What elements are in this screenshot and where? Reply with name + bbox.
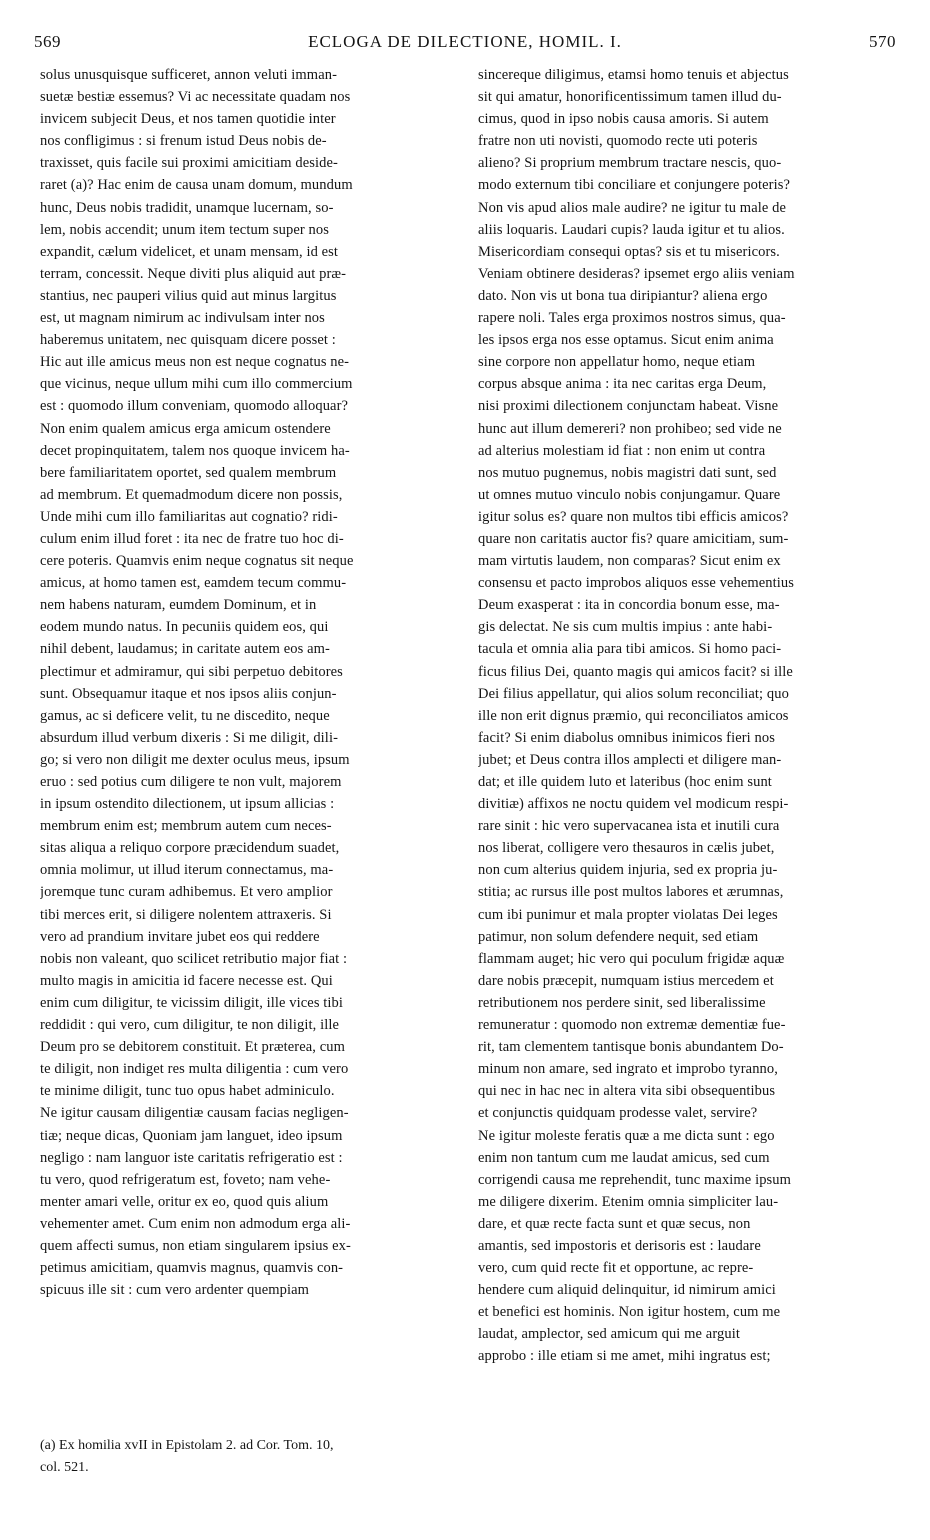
text-line: membrum enim est; membrum autem cum neces- (40, 818, 332, 835)
text-line: non cum alterius quidem injuria, sed ex propria ju- (478, 862, 778, 879)
text-line: sit qui amatur, honorificentissimum tamen illud du- (478, 89, 782, 106)
text-line: me diligere dixerim. Etenim omnia simpliciter lau- (478, 1193, 779, 1210)
text-line: ficus filius Dei, quanto magis qui amicos facit? si ille (478, 663, 793, 680)
text-line: les ipsos erga nos esse optamus. Sicut enim anima (478, 332, 774, 349)
footnote (40, 1436, 454, 1480)
text-line: vero ad prandium invitare jubet eos qui reddere (40, 928, 320, 945)
text-line: sincereque diligimus, etamsi homo tenuis et abjectus (478, 67, 789, 83)
text-line: multo magis in amicitia id facere necesse est. Qui (40, 972, 333, 989)
text-line: rit, tam clementem tantisque bonis abundantem Do- (478, 1039, 784, 1056)
text-line: divitiæ) affixos ne noctu quidem vel modicum respi- (478, 796, 789, 813)
text-line: bere familiaritatem oportet, sed qualem membrum (40, 464, 337, 481)
text-line: Non enim qualem amicus erga amicum ostendere (40, 420, 331, 437)
text-line: Non vis apud alios male audire? ne igitur tu male de (478, 199, 787, 216)
text-line: et benefici est hominis. Non igitur hostem, cum me (478, 1304, 781, 1321)
text-line: expandit, cælum videlicet, et unam mensam, id est (40, 243, 339, 260)
page-number-left: 569 (34, 32, 61, 51)
text-line: absurdum illud verbum dixeris : Si me diligit, dili- (40, 729, 338, 746)
text-line: aliis loquaris. Laudari cupis? lauda igitur et tu alios. (478, 221, 785, 238)
page-number-right: 570 (869, 32, 896, 51)
text-line: laudat, amplector, sed amicum qui me arguit (478, 1326, 740, 1343)
text-line: que vicinus, neque ullum mihi cum illo commercium (40, 376, 353, 393)
text-line: flammam auget; hic vero qui poculum frigidæ aquæ (478, 950, 785, 967)
text-line: omnia molimur, ut illud iterum connectamus, ma- (40, 862, 334, 879)
text-line: dato. Non vis ut bona tua diripiantur? aliena ergo (478, 287, 768, 304)
text-line: vehementer amet. Cum enim non admodum erga ali- (40, 1215, 351, 1232)
text-line: Deum pro se debitorem constituit. Et præterea, cum (40, 1039, 345, 1056)
text-line: sitas aliqua a reliquo corpore præcidendum suadet, (40, 840, 340, 857)
text-line: hendere cum aliquid delinquitur, id nimirum amici (478, 1282, 776, 1299)
text-line: enim non tantum cum me laudat amicus, sed cum (478, 1149, 770, 1166)
text-line: Deum exasperat : ita in concordia bonum esse, ma- (478, 597, 780, 614)
text-line: negligo : nam languor iste caritatis refrigeratio est : (40, 1149, 343, 1166)
text-line: stantius, nec pauperi vilius quid aut minus largitus (40, 287, 337, 304)
text-line: dat; et ille quidem luto et lateribus (hoc enim sunt (478, 774, 772, 790)
text-line: nisi proximi dilectionem conjunctam habeat. Visne (478, 398, 779, 415)
text-line: nem habens naturam, eumdem Dominum, et in (40, 597, 317, 614)
text-line: retributionem nos perdere sinit, sed liberalissime (478, 994, 766, 1011)
text-line: tibi merces erit, si diligere nolentem attraxeris. Si (40, 906, 332, 923)
text-line: (a) Ex homilia xvII in Epistolam 2. ad Cor. Tom. 10, (40, 1438, 334, 1453)
text-line: eodem mundo natus. In pecuniis quidem eos, qui (40, 619, 329, 636)
text-line: dare nobis præcepit, numquam istius mercedem et (478, 972, 774, 989)
text-line: tacula et omnia alia para tibi amicos. Si homo paci- (478, 641, 782, 658)
text-line: minum non amare, sed ingrato et improbo tyranno, (478, 1061, 778, 1078)
text-line: alieno? Si proprium membrum tractare nescis, quo- (478, 155, 782, 172)
text-line: cere poteris. Quamvis enim neque cognatus sit neque (40, 553, 354, 570)
text-line: suetæ bestiæ essemus? Vi ac necessitate quadam nos (40, 89, 351, 106)
text-line: nos mutuo pugnemus, nobis magistri dati sunt, sed (478, 464, 777, 481)
text-line: menter amari velle, oritur ex eo, quod quis alium (40, 1193, 329, 1210)
text-line: decet propinquitatem, talem nos quoque invicem ha- (40, 442, 350, 459)
text-line: spicuus ille sit : cum vero ardenter quempiam (40, 1282, 310, 1299)
text-line: raret (a)? Hac enim de causa unam domum, mundum (40, 177, 353, 194)
text-line: Dei filius appellatur, qui alios solum reconciliat; quo (478, 685, 789, 702)
text-line: col. 521. (40, 1460, 89, 1476)
right-column (478, 64, 894, 1368)
text-line: solus unusquisque sufficeret, annon veluti imman- (40, 67, 338, 83)
text-line: go; si vero non diligit me dexter oculus meus, ipsum (40, 751, 350, 768)
text-line: stitia; ac rursus ille post multos labores et ærumnas, (478, 884, 784, 901)
text-line: dare, et quæ recte facta sunt et quæ secus, non (478, 1215, 751, 1232)
text-line: cimus, quod in ipso nobis causa amoris. Si autem (478, 111, 769, 128)
text-line: mam virtutis laudem, non comparas? Sicut enim ex (478, 553, 781, 570)
text-line: est, ut magnam nimirum ac indivulsam inter nos (40, 310, 325, 327)
text-line: Ne igitur moleste feratis quæ a me dicta sunt : ego (478, 1127, 775, 1144)
text-line: nihil debent, laudamus; in caritate autem eos am- (40, 641, 330, 658)
text-line: gamus, ac si deficere velit, tu ne discedito, neque (40, 707, 330, 724)
text-line: rapere noli. Tales erga proximos nostros simus, qua- (478, 310, 786, 327)
text-line: sunt. Obsequamur itaque et nos ipsos aliis conjun- (40, 685, 337, 702)
text-line: te minime diligit, tunc tuo opus habet adminiculo. (40, 1083, 335, 1100)
text-line: nos liberat, colligere vero thesauros in cælis jubet, (478, 840, 775, 857)
text-line: joremque tunc curam adhibemus. Et vero amplior (40, 884, 333, 901)
text-line: quem affecti sumus, non etiam singularem ipsius ex- (40, 1237, 351, 1254)
text-line: traxisset, quis facile sui proximi amicitiam deside- (40, 155, 338, 172)
running-title: ECLOGA DE DILECTIONE, HOMIL. I. (308, 32, 622, 51)
text-line: modo externum tibi conciliare et conjungere poteris? (478, 177, 791, 194)
text-line: fratre non uti novisti, quomodo recte uti poteris (478, 133, 758, 150)
text-line: terram, concessit. Neque diviti plus aliquid aut præ- (40, 265, 347, 282)
text-line: nos confligimus : si frenum istud Deus nobis de- (40, 133, 327, 150)
text-line: remuneratur : quomodo non extremæ dementiæ fue- (478, 1017, 786, 1034)
text-line: haberemus unitatem, nec quisquam dicere posset : (40, 332, 336, 349)
text-line: quare non caritatis auctor fis? quare amicitiam, sum- (478, 530, 789, 547)
running-header (28, 32, 902, 56)
text-line: Misericordiam consequi optas? sis et tu misericors. (478, 243, 780, 260)
text-line: ad alterius molestiam id fiat : non enim ut contra (478, 442, 766, 459)
text-line: et conjunctis quidquam prodesse valet, servire? (478, 1105, 758, 1122)
text-line: cum ibi punimur et mala propter violatas Dei leges (478, 906, 778, 923)
text-line: reddidit : qui vero, cum diligitur, te non diligit, ille (40, 1017, 340, 1034)
text-line: Unde mihi cum illo familiaritas aut cognatio? ridi- (40, 508, 338, 525)
text-line: Hic aut ille amicus meus non est neque cognatus ne- (40, 354, 350, 371)
text-line: qui nec in hac nec in altera vita sibi obsequentibus (478, 1083, 776, 1100)
text-line: jubet; et Deus contra illos amplecti et diligere man- (478, 751, 782, 768)
left-column (40, 64, 454, 1301)
text-line: rare sinit : hic vero supervacanea ista et inutili cura (478, 818, 780, 835)
text-line: plectimur et admiramur, qui sibi perpetuo debitores (40, 663, 343, 680)
text-line: te diligit, non indiget res multa diligentia : cum vero (40, 1061, 349, 1078)
text-line: consensu et pacto improbos aliquos esse vehementius (478, 575, 794, 592)
text-line: nobis non valeant, quo scilicet retributio major fiat : (40, 950, 348, 967)
text-line: vero, cum quid recte fit et opportune, ac repre- (478, 1260, 754, 1277)
text-line: ut omnes mutuo vinculo nobis conjungamur. Quare (478, 486, 781, 503)
text-line: amicus, at homo tamen est, eamdem tecum commu- (40, 575, 347, 592)
text-line: est : quomodo illum conveniam, quomodo alloquar? (40, 398, 349, 415)
text-line: Ne igitur causam diligentiæ causam facias negligen- (40, 1105, 349, 1122)
text-line: culum enim illud foret : ita nec de fratre tuo hoc di- (40, 530, 344, 547)
text-line: gis delectat. Ne sis cum multis impius : ante habi- (478, 619, 773, 636)
text-line: invicem subjecit Deus, et nos tamen quotidie inter (40, 111, 336, 128)
text-line: tu vero, quod refrigeratum est, foveto; nam vehe- (40, 1171, 331, 1188)
text-line: corrigendi causa me reprehendit, tunc maxime ipsum (478, 1171, 792, 1188)
text-line: corpus absque anima : ita nec caritas erga Deum, (478, 376, 767, 393)
text-line: igitur solus es? quare non multos tibi efficis amicos? (478, 508, 789, 525)
text-line: eruo : sed potius cum diligere te non vult, majorem (40, 774, 342, 790)
text-line: hunc aut illum demereri? non prohibeo; sed vide ne (478, 420, 782, 437)
text-line: approbo : ille etiam si me amet, mihi ingratus est; (478, 1348, 771, 1365)
text-line: enim cum diligitur, te vicissim diligit, ille vices tibi (40, 994, 344, 1011)
text-line: hunc, Deus nobis tradidit, unamque lucernam, so- (40, 199, 334, 216)
text-line: petimus amicitiam, quamvis magnus, quamvis con- (40, 1260, 344, 1277)
text-line: in ipsum ostendito dilectionem, ut ipsum allicias : (40, 796, 335, 813)
text-line: lem, nobis accendit; unum item tectum super nos (40, 221, 330, 238)
text-line: sine corpore non appellatur homo, neque etiam (478, 354, 756, 371)
text-line: tiæ; neque dicas, Quoniam jam languet, ideo ipsum (40, 1127, 343, 1144)
text-line: ille non erit dignus præmio, qui reconciliatos amicos (478, 707, 789, 724)
text-line: facit? Si enim diabolus omnibus inimicos fieri nos (478, 729, 775, 746)
text-line: Veniam obtinere desideras? ipsemet ergo aliis veniam (478, 265, 795, 282)
text-line: amantis, sed impostoris et derisoris est : laudare (478, 1237, 761, 1254)
text-line: ad membrum. Et quemadmodum dicere non possis, (40, 486, 343, 503)
text-line: patimur, non solum defendere nequit, sed etiam (478, 928, 759, 945)
